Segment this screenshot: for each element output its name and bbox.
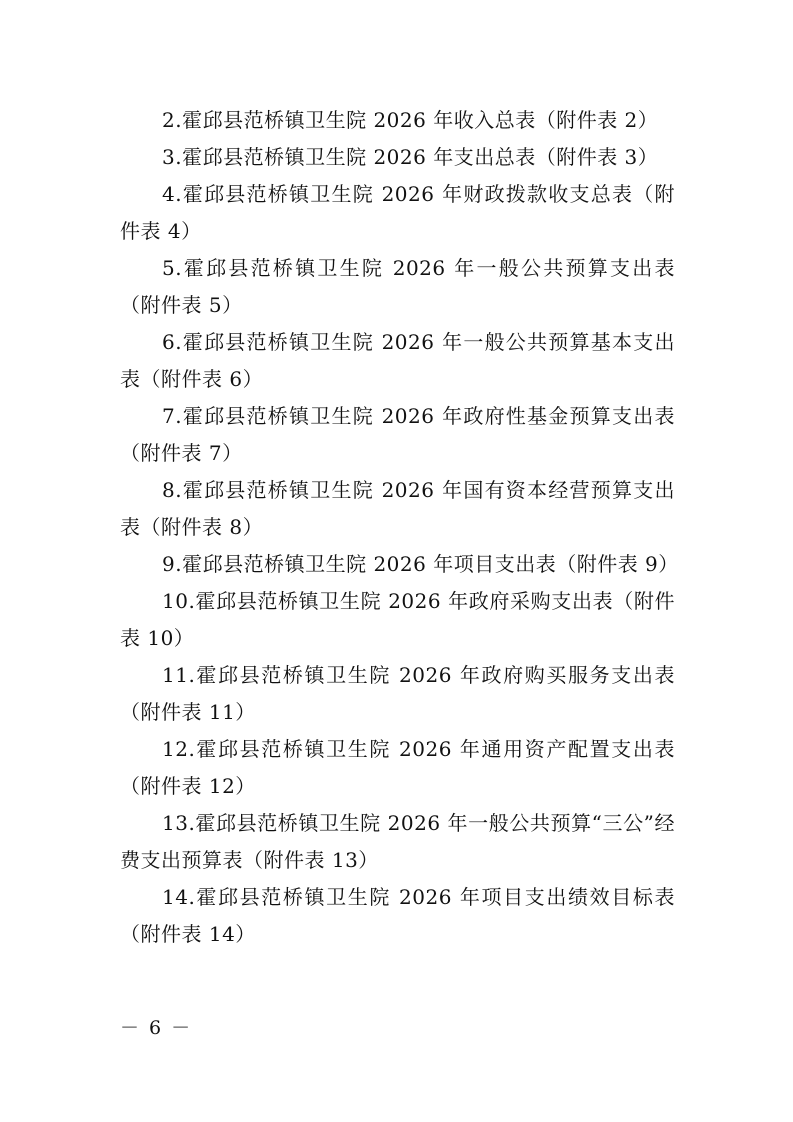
list-item-9: 9.霍邱县范桥镇卫生院 2026 年项目支出表（附件表 9） bbox=[162, 552, 679, 576]
page-number: － 6 － bbox=[120, 1017, 193, 1039]
list-item-4: 4.霍邱县范桥镇卫生院 2026 年财政拨款收支总表（附件表 4） bbox=[120, 182, 675, 243]
list-item-11: 11.霍邱县范桥镇卫生院 2026 年政府购买服务支出表（附件表 11） bbox=[120, 663, 675, 724]
list-item-7: 7.霍邱县范桥镇卫生院 2026 年政府性基金预算支出表（附件表 7） bbox=[120, 404, 675, 465]
list-item-2: 2.霍邱县范桥镇卫生院 2026 年收入总表（附件表 2） bbox=[162, 108, 659, 132]
list-item-12: 12.霍邱县范桥镇卫生院 2026 年通用资产配置支出表（附件表 12） bbox=[120, 737, 675, 798]
list-item-5: 5.霍邱县范桥镇卫生院 2026 年一般公共预算支出表（附件表 5） bbox=[120, 256, 675, 317]
list-item-8: 8.霍邱县范桥镇卫生院 2026 年国有资本经营预算支出表（附件表 8） bbox=[120, 478, 675, 539]
list-item-14: 14.霍邱县范桥镇卫生院 2026 年项目支出绩效目标表（附件表 14） bbox=[120, 885, 675, 946]
list-item-10: 10.霍邱县范桥镇卫生院 2026 年政府采购支出表（附件表 10） bbox=[120, 589, 675, 650]
list-item-13: 13.霍邱县范桥镇卫生院 2026 年一般公共预算“三公”经费支出预算表（附件表 13） bbox=[120, 811, 675, 872]
list-item-3: 3.霍邱县范桥镇卫生院 2026 年支出总表（附件表 3） bbox=[162, 145, 659, 169]
list-item-6: 6.霍邱县范桥镇卫生院 2026 年一般公共预算基本支出表（附件表 6） bbox=[120, 330, 675, 391]
attachment-list bbox=[120, 102, 679, 953]
